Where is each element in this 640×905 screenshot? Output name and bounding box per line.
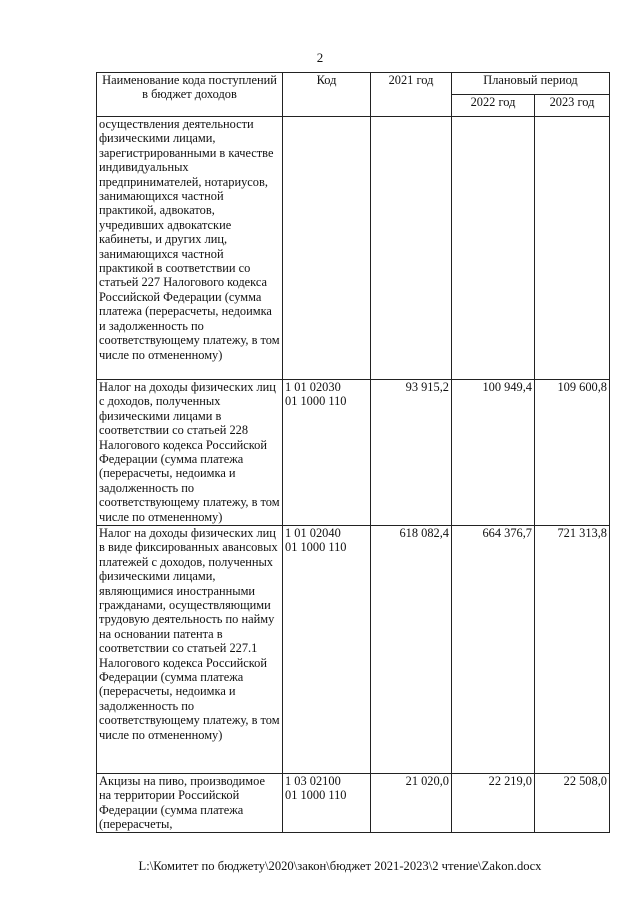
- row-value-2023: 721 313,8: [535, 526, 610, 774]
- header-2023: 2023 год: [535, 95, 610, 117]
- row-value-2022: 664 376,7: [452, 526, 535, 774]
- table-row: [97, 526, 610, 774]
- row-code-line: 1 01 02040: [285, 526, 341, 540]
- row-value-2021: 618 082,4: [371, 526, 452, 774]
- header-2022: 2022 год: [452, 95, 535, 117]
- row-value-2021: 93 915,2: [371, 380, 452, 526]
- page-number: 2: [316, 50, 324, 65]
- footer-file-path: L:\Комитет по бюджету\2020\закон\бюджет 2021-2023\2 чтение\Zakon.docx: [138, 859, 542, 873]
- row-code: [283, 774, 371, 833]
- row-name: Акцизы на пиво, производимое на территории Российской Федерации (сумма платежа (перерасчеты,: [97, 774, 283, 833]
- row-value-2021: [371, 117, 452, 380]
- row-name: Налог на доходы физических лиц в виде фиксированных авансовых платежей с доходов, полученных физическими лицами, являющимися иностранными гражданами, осуществляющими трудовую деятельность по найму на основании патента в соответствии со статьей 227.1 Налогового кодекса Российской Федерации (сумма платежа (перерасчеты, недоимка и задолженность по соответствующему платежу, в том числе по отмененному): [97, 526, 283, 774]
- header-name: Наименование кода поступлений в бюджет доходов: [97, 73, 283, 117]
- row-code: [283, 117, 371, 380]
- row-value-2023: [535, 117, 610, 380]
- header-planned-period: Плановый период: [452, 73, 610, 95]
- row-code-line: 01 1000 110: [285, 394, 347, 409]
- row-value-2022: 100 949,4: [452, 380, 535, 526]
- row-value-2022: 22 219,0: [452, 774, 535, 833]
- table-header-row: [97, 73, 610, 95]
- table-row: [97, 774, 610, 833]
- revenue-table: [96, 72, 610, 833]
- row-code-line: 1 01 02030: [285, 380, 341, 394]
- row-code-line: 01 1000 110: [285, 788, 347, 803]
- table-row: [97, 117, 610, 380]
- row-value-2021: 21 020,0: [371, 774, 452, 833]
- row-code: [283, 526, 371, 774]
- row-code: [283, 380, 371, 526]
- row-code-line: 01 1000 110: [285, 540, 347, 555]
- header-2021: 2021 год: [371, 73, 452, 117]
- header-code: Код: [283, 73, 371, 117]
- row-value-2023: 109 600,8: [535, 380, 610, 526]
- row-value-2023: 22 508,0: [535, 774, 610, 833]
- row-code-line: 1 03 02100: [285, 774, 341, 788]
- row-name: Налог на доходы физических лиц с доходов, полученных физическими лицами в соответствии со статьей 228 Налогового кодекса Российской Федерации (сумма платежа (перерасчеты, недоимка и задолженность по соответствующему платежу, в том числе по отмененному): [97, 380, 283, 526]
- table-row: [97, 380, 610, 526]
- row-name: осуществления деятельности физическими лицами, зарегистрированными в качестве индивидуальных предпринимателей, нотариусов, занимающихся частной практикой, адвокатов, учредивших адвокатские кабинеты, и других лиц, занимающихся частной практикой в соответствии со статьей 227 Налогового кодекса Российской Федерации (сумма платежа (перерасчеты, недоимка и задолженность по соответствующему платежу, в том числе по отмененному): [97, 117, 283, 380]
- row-value-2022: [452, 117, 535, 380]
